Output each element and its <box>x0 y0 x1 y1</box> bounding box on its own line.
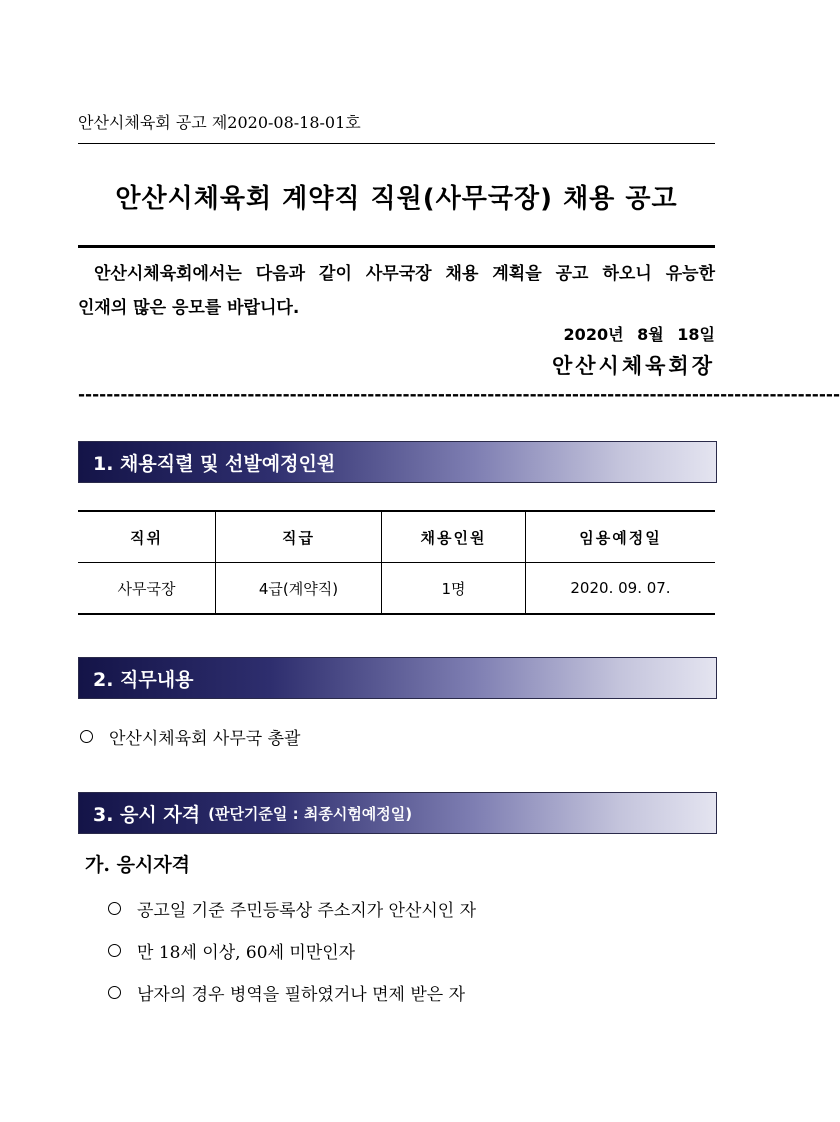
circle-bullet-icon <box>108 902 121 915</box>
section-heading-qualifications <box>78 792 717 834</box>
list-item-text: 공고일 기준 주민등록상 주소지가 안산시인 자 <box>137 901 477 921</box>
list-item-text: 만 18세 이상, 60세 미만인자 <box>137 943 356 963</box>
list-item <box>108 938 355 963</box>
table-header-cell: 직급 <box>216 511 382 563</box>
intro-line-1: 안산시체육회에서는 다음과 같이 사무국장 채용 계획을 공고 하오니 유능한 <box>94 264 715 284</box>
list-item <box>80 724 300 749</box>
circle-bullet-icon <box>108 944 121 957</box>
table-cell: 2020. 09. 07. <box>526 563 716 615</box>
table-row <box>78 563 715 615</box>
page-title: 안산시체육회 계약직 직원(사무국장) 채용 공고 <box>115 184 678 214</box>
recruitment-table <box>78 510 715 615</box>
section-heading-text: 3. 응시 자격 <box>93 803 201 826</box>
table-header-cell: 임용예정일 <box>526 511 716 563</box>
table-header-cell: 채용인원 <box>382 511 526 563</box>
list-item-text: 안산시체육회 사무국 총괄 <box>109 729 301 749</box>
subheading: 가. 응시자격 <box>85 854 190 876</box>
table-cell: 1명 <box>382 563 526 615</box>
title-underline <box>78 245 715 248</box>
announcement-date: 2020년 8월 18일 <box>563 325 715 344</box>
list-item <box>108 980 465 1005</box>
section-heading-text: 1. 채용직렬 및 선발예정인원 <box>93 452 336 475</box>
circle-bullet-icon <box>80 730 93 743</box>
dashed-divider: ------------------------------------------------------------------------------------------------------------ <box>78 385 840 405</box>
signer: 안산시체육회장 <box>551 354 715 378</box>
table-cell: 사무국장 <box>78 563 216 615</box>
section-heading-duties <box>78 657 717 699</box>
intro-line-2: 인재의 많은 응모를 바랍니다. <box>78 298 300 318</box>
notice-number: 안산시체육회 공고 제2020-08-18-01호 <box>78 113 361 132</box>
section-heading-note: (판단기준일 : 최종시험예정일) <box>208 804 413 823</box>
section-heading-text: 2. 직무내용 <box>93 668 194 691</box>
header-divider <box>78 143 715 144</box>
circle-bullet-icon <box>108 986 121 999</box>
table-header-row <box>78 511 715 563</box>
table-header-cell: 직위 <box>78 511 216 563</box>
section-heading-recruitment <box>78 441 717 483</box>
table-cell: 4급(계약직) <box>216 563 382 615</box>
intro-paragraph <box>78 257 715 325</box>
list-item-text: 남자의 경우 병역을 필하였거나 면제 받은 자 <box>137 985 466 1005</box>
list-item <box>108 896 476 921</box>
